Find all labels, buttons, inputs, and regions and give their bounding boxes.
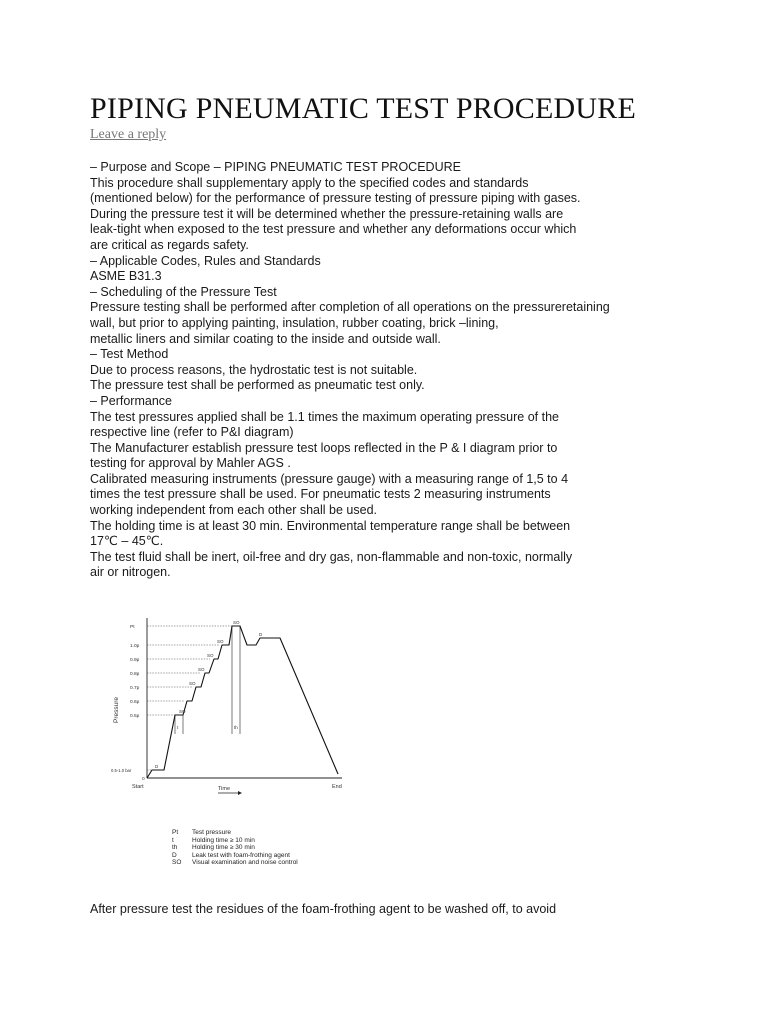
legend-code: t (172, 836, 174, 844)
step-label: SO (179, 709, 186, 714)
body-line: ASME B31.3 (90, 269, 162, 284)
legend-code: Pt (172, 829, 179, 836)
step-label: D (155, 764, 159, 769)
legend-code: th (172, 844, 178, 851)
body-line: working independent from each other shall be used. (90, 503, 377, 518)
legend-row (172, 844, 298, 852)
pressure-time-diagram (110, 600, 370, 800)
body-line: leak-tight when exposed to the test pressure and whether any deformations occur which (90, 222, 577, 237)
step-label: SO (207, 653, 214, 658)
y-tick-label: 0.6p (130, 700, 140, 705)
body-line: respective line (refer to P&I diagram) (90, 425, 294, 440)
body-line: The Manufacturer establish pressure test loops reflected in the P & I diagram prior to (90, 440, 558, 455)
body-line: During the pressure test it will be determined whether the pressure-retaining walls are (90, 206, 564, 221)
y-tick-label: 0.5-1.0 bar (111, 768, 132, 773)
pressure-curve (147, 626, 338, 778)
body-line: – Scheduling of the Pressure Test (90, 284, 277, 299)
legend-text: Holding time ≥ 30 min (192, 844, 255, 851)
leave-reply-link[interactable]: Leave a reply (90, 127, 167, 142)
article-body (90, 160, 730, 581)
footer-paragraph: After pressure test the residues of the foam-frothing agent to be washed off, to avoid (90, 902, 557, 916)
body-line: The holding time is at least 30 min. Environmental temperature range shall be between (90, 518, 571, 533)
interval-markers (175, 626, 240, 734)
interval-label-th: th (234, 725, 238, 730)
end-label: End (332, 784, 342, 790)
figure-legend (172, 829, 298, 867)
reference-lines (147, 626, 232, 770)
body-line: – Applicable Codes, Rules and Standards (90, 253, 321, 268)
body-line: – Performance (90, 393, 172, 408)
legend-row (172, 859, 298, 867)
body-line: testing for approval by Mahler AGS . (90, 456, 291, 471)
page-title: PIPING PNEUMATIC TEST PROCEDURE (90, 92, 636, 125)
body-line: air or nitrogen. (90, 565, 171, 580)
step-label: SO (217, 639, 224, 644)
body-line: – Test Method (90, 347, 169, 362)
y-tick-label: 0 (142, 777, 145, 782)
step-label: SO (198, 667, 205, 672)
step-label: SO (233, 620, 240, 625)
body-line: The pressure test shall be performed as pneumatic test only. (90, 378, 425, 393)
step-label: D (259, 632, 263, 637)
body-line: Due to process reasons, the hydrostatic test is not suitable. (90, 362, 418, 377)
step-label: SO (189, 681, 196, 686)
body-line: wall, but prior to applying painting, insulation, rubber coating, brick –lining, (90, 315, 499, 330)
legend-code: D (172, 851, 177, 859)
legend-text: Test pressure (192, 829, 232, 836)
y-tick-label: 0.7p (130, 686, 140, 691)
body-line: (mentioned below) for the performance of pressure testing of pressure piping with gases. (90, 191, 581, 206)
body-line: times the test pressure shall be used. For pneumatic tests 2 measuring instruments (90, 487, 551, 502)
legend-code: SO (172, 859, 182, 866)
legend-text: Visual examination and noise control (192, 859, 298, 866)
x-axis-label: Time (218, 786, 231, 792)
legend-text: Leak test with foam-frothing agent (192, 851, 290, 859)
y-axis-label: Pressure (113, 696, 120, 724)
y-tick-label: 0.8p (130, 672, 140, 677)
legend-row (172, 852, 298, 860)
y-tick-label: 0.9p (130, 658, 140, 663)
legend-row (172, 829, 298, 837)
legend-row (172, 837, 298, 845)
interval-label-t: t (177, 725, 179, 730)
body-line: The test fluid shall be inert, oil-free and dry gas, non-flammable and non-toxic, normally (90, 549, 573, 564)
body-line: This procedure shall supplementary apply to the specified codes and standards (90, 175, 529, 190)
y-tick-label: Pt (130, 625, 135, 630)
body-line: metallic liners and similar coating to the inside and outside wall. (90, 331, 441, 346)
body-line: Pressure testing shall be performed after completion of all operations on the pressureretaining (90, 300, 610, 315)
body-line: The test pressures applied shall be 1.1 times the maximum operating pressure of the (90, 409, 559, 424)
body-line: Calibrated measuring instruments (pressure gauge) with a measuring range of 1,5 to 4 (90, 471, 569, 486)
y-tick-label: 1.0p (130, 644, 140, 649)
body-line: are critical as regards safety. (90, 237, 249, 252)
legend-text: Holding time ≥ 10 min (192, 836, 255, 844)
start-label: Start (132, 784, 144, 790)
body-line: 17℃ – 45℃. (90, 534, 164, 549)
y-tick-label: 0.5p (130, 714, 140, 719)
body-line: – Purpose and Scope – PIPING PNEUMATIC TEST PROCEDURE (90, 160, 461, 174)
time-arrow-head (238, 791, 242, 795)
